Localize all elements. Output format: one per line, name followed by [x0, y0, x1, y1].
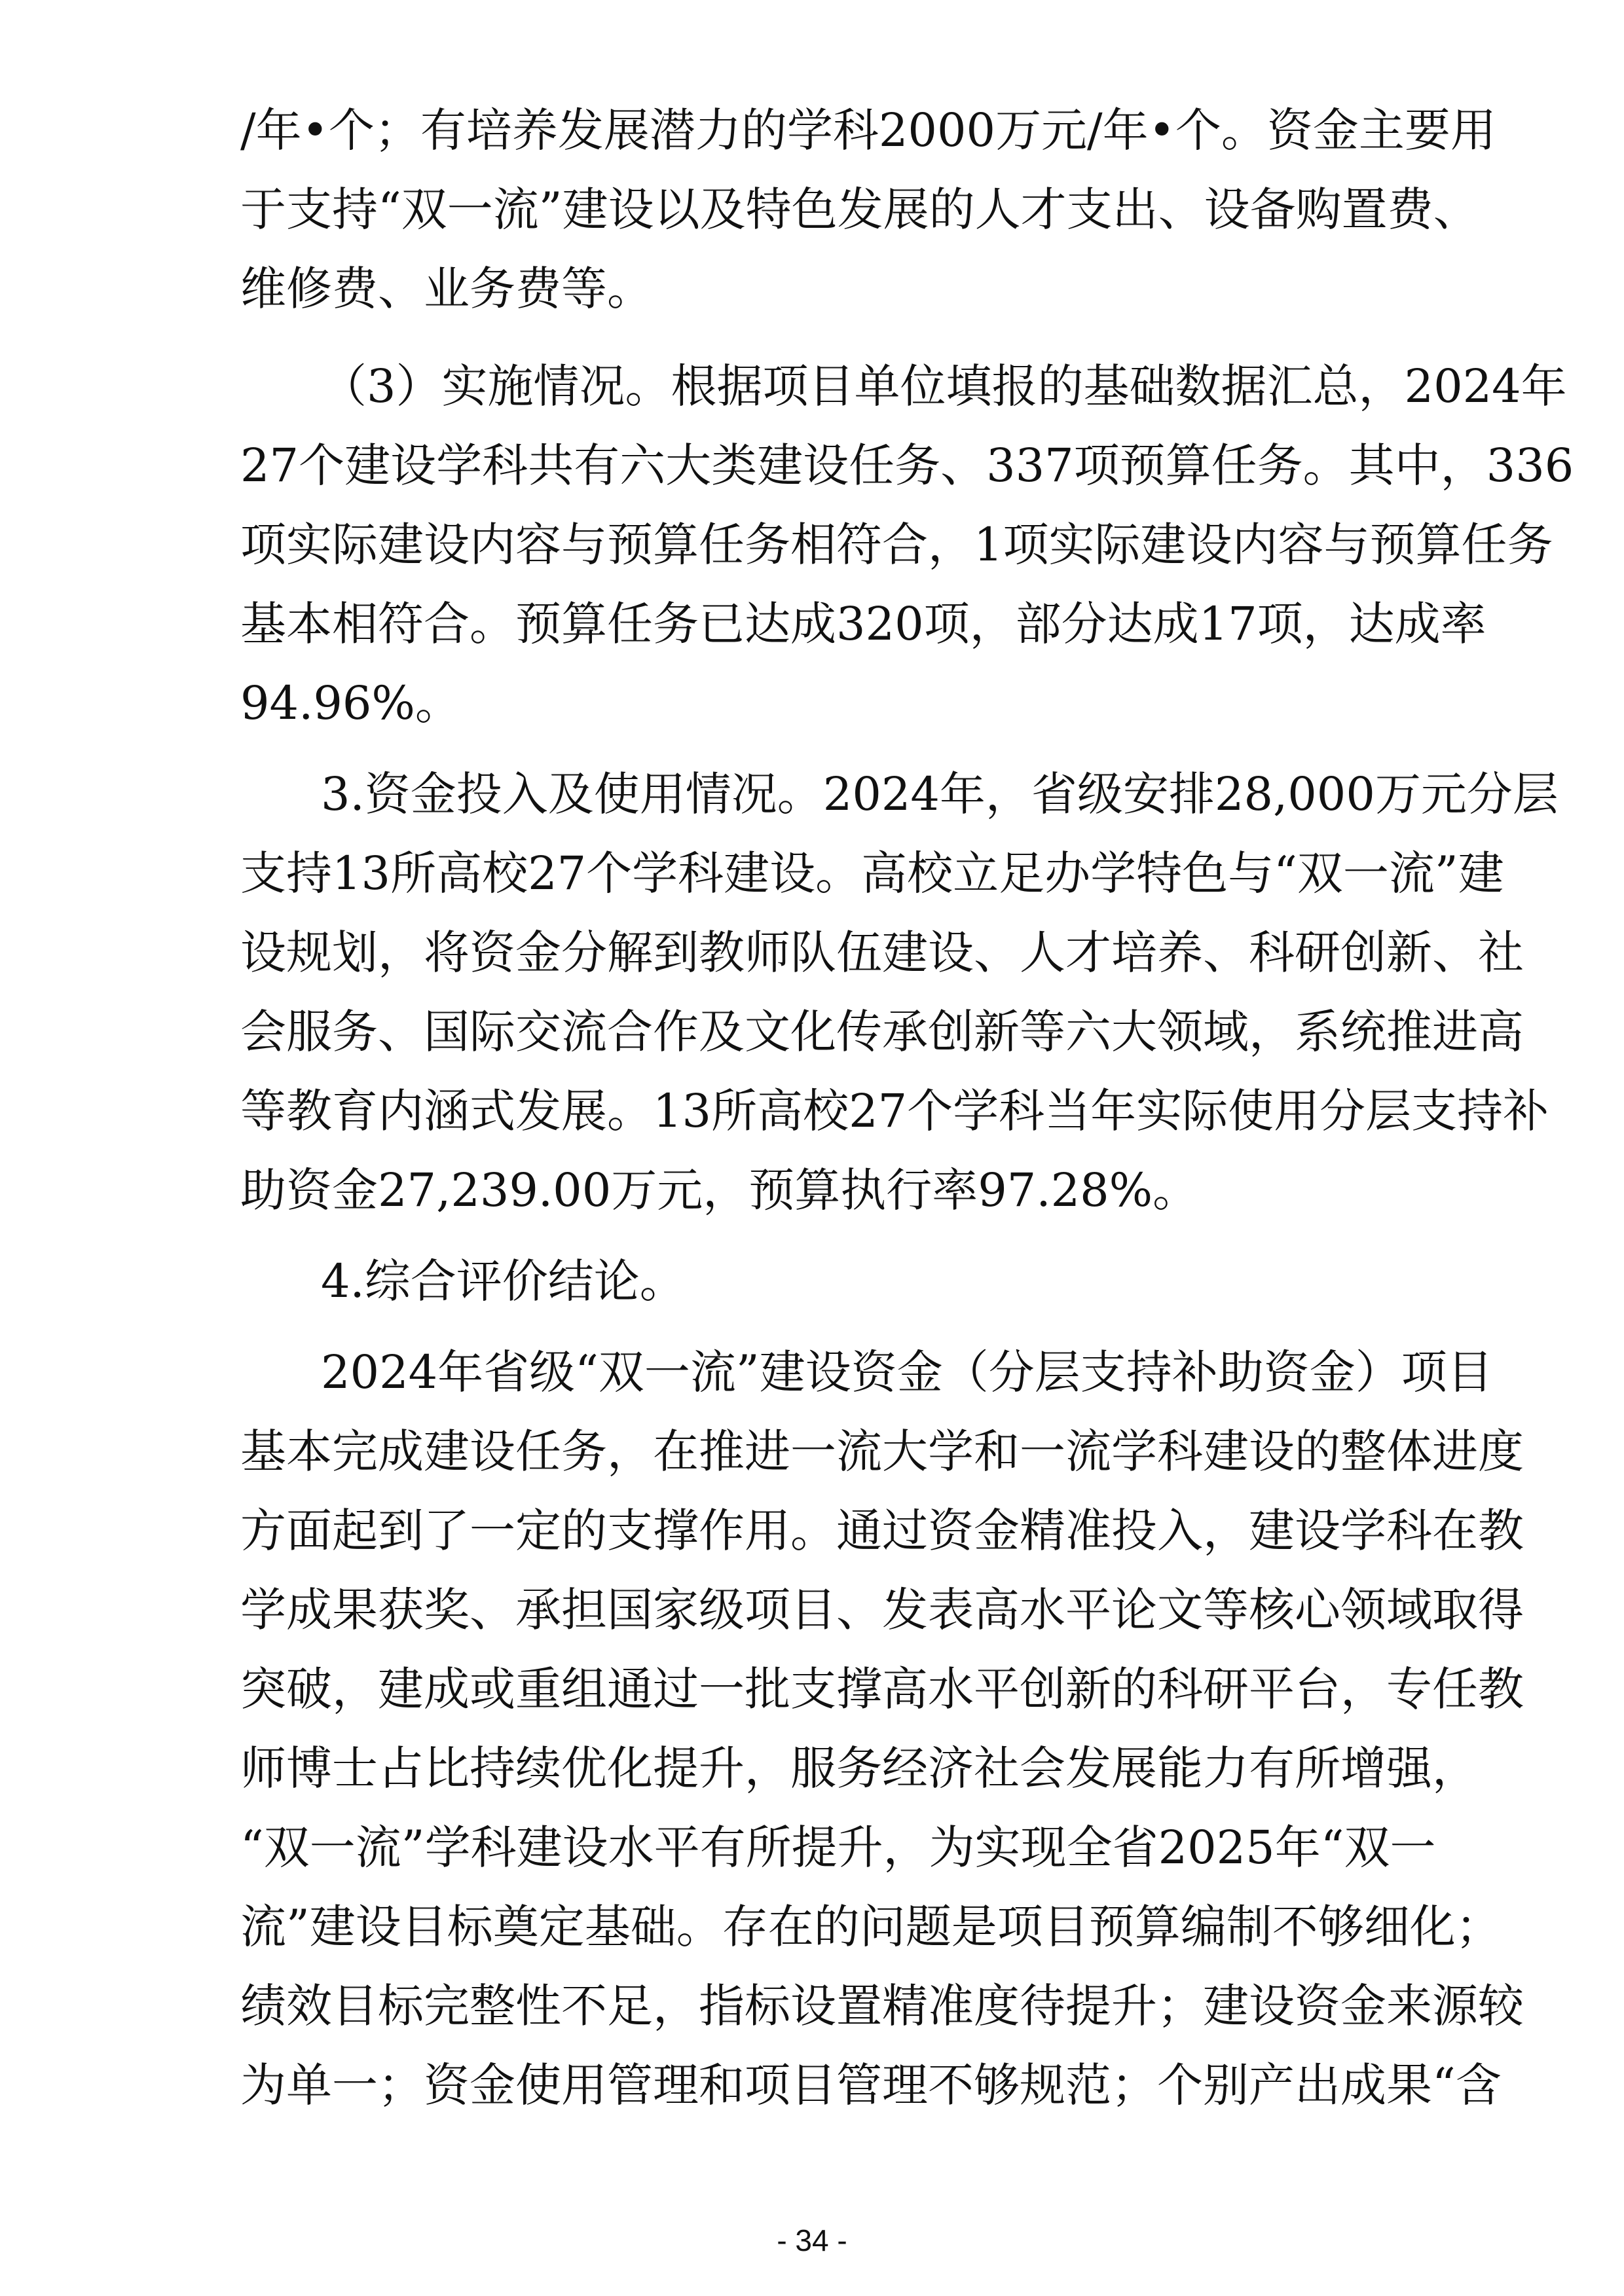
text-line: 学成果获奖、承担国家级项目、发表高水平论文等核心领域取得: [240, 1583, 1524, 1637]
text-line: 2024年省级“双一流”建设资金（分层支持补助资金）项目: [321, 1345, 1493, 1399]
text-line: 方面起到了一定的支撑作用。通过资金精准投入，建设学科在教: [240, 1504, 1524, 1558]
text-line: 基本完成建设任务，在推进一流大学和一流学科建设的整体进度: [240, 1425, 1524, 1478]
text-line: 突破，建成或重组通过一批支撑高水平创新的科研平台，专任教: [240, 1662, 1524, 1716]
text-line: /年•个；有培养发展潜力的学科2000万元/年•个。资金主要用: [240, 103, 1496, 157]
text-line: 3.资金投入及使用情况。2024年，省级安排28,000万元分层: [321, 767, 1559, 821]
text-line: 会服务、国际交流合作及文化传承创新等六大领域，系统推进高: [240, 1005, 1524, 1059]
text-line: 流”建设目标奠定基础。存在的问题是项目预算编制不够细化；: [240, 1900, 1502, 1954]
section-heading: 4.综合评价结论。: [321, 1254, 686, 1308]
text-line: 助资金27,239.00万元，预算执行率97.28%。: [240, 1163, 1199, 1217]
text-line: 维修费、业务费等。: [240, 262, 653, 316]
text-line: 支持13所高校27个学科建设。高校立足办学特色与“双一流”建: [240, 847, 1504, 900]
text-line: 设规划，将资金分解到教师队伍建设、人才培养、科研创新、社: [240, 926, 1524, 979]
text-line: 为单一；资金使用管理和项目管理不够规范；个别产出成果“含: [240, 2058, 1502, 2112]
text-line: 27个建设学科共有六大类建设任务、337项预算任务。其中，336: [240, 439, 1574, 492]
text-line: 绩效目标完整性不足，指标设置精准度待提升；建设资金来源较: [240, 1979, 1524, 2033]
text-line: 基本相符合。预算任务已达成320项，部分达成17项，达成率: [240, 597, 1486, 651]
text-line: 94.96%。: [240, 676, 461, 730]
page-number: - 34 -: [777, 2223, 847, 2257]
text-line: 等教育内涵式发展。13所高校27个学科当年实际使用分层支持补: [240, 1084, 1549, 1138]
text-line: “双一流”学科建设水平有所提升，为实现全省2025年“双一: [240, 1821, 1436, 1874]
text-line: （3）实施情况。根据项目单位填报的基础数据汇总，2024年: [321, 359, 1567, 413]
text-line: 于支持“双一流”建设以及特色发展的人才支出、设备购置费、: [240, 183, 1479, 236]
text-line: 师博士占比持续优化提升，服务经济社会发展能力有所增强，: [240, 1741, 1478, 1795]
text-line: 项实际建设内容与预算任务相符合，1项实际建设内容与预算任务: [240, 518, 1553, 572]
